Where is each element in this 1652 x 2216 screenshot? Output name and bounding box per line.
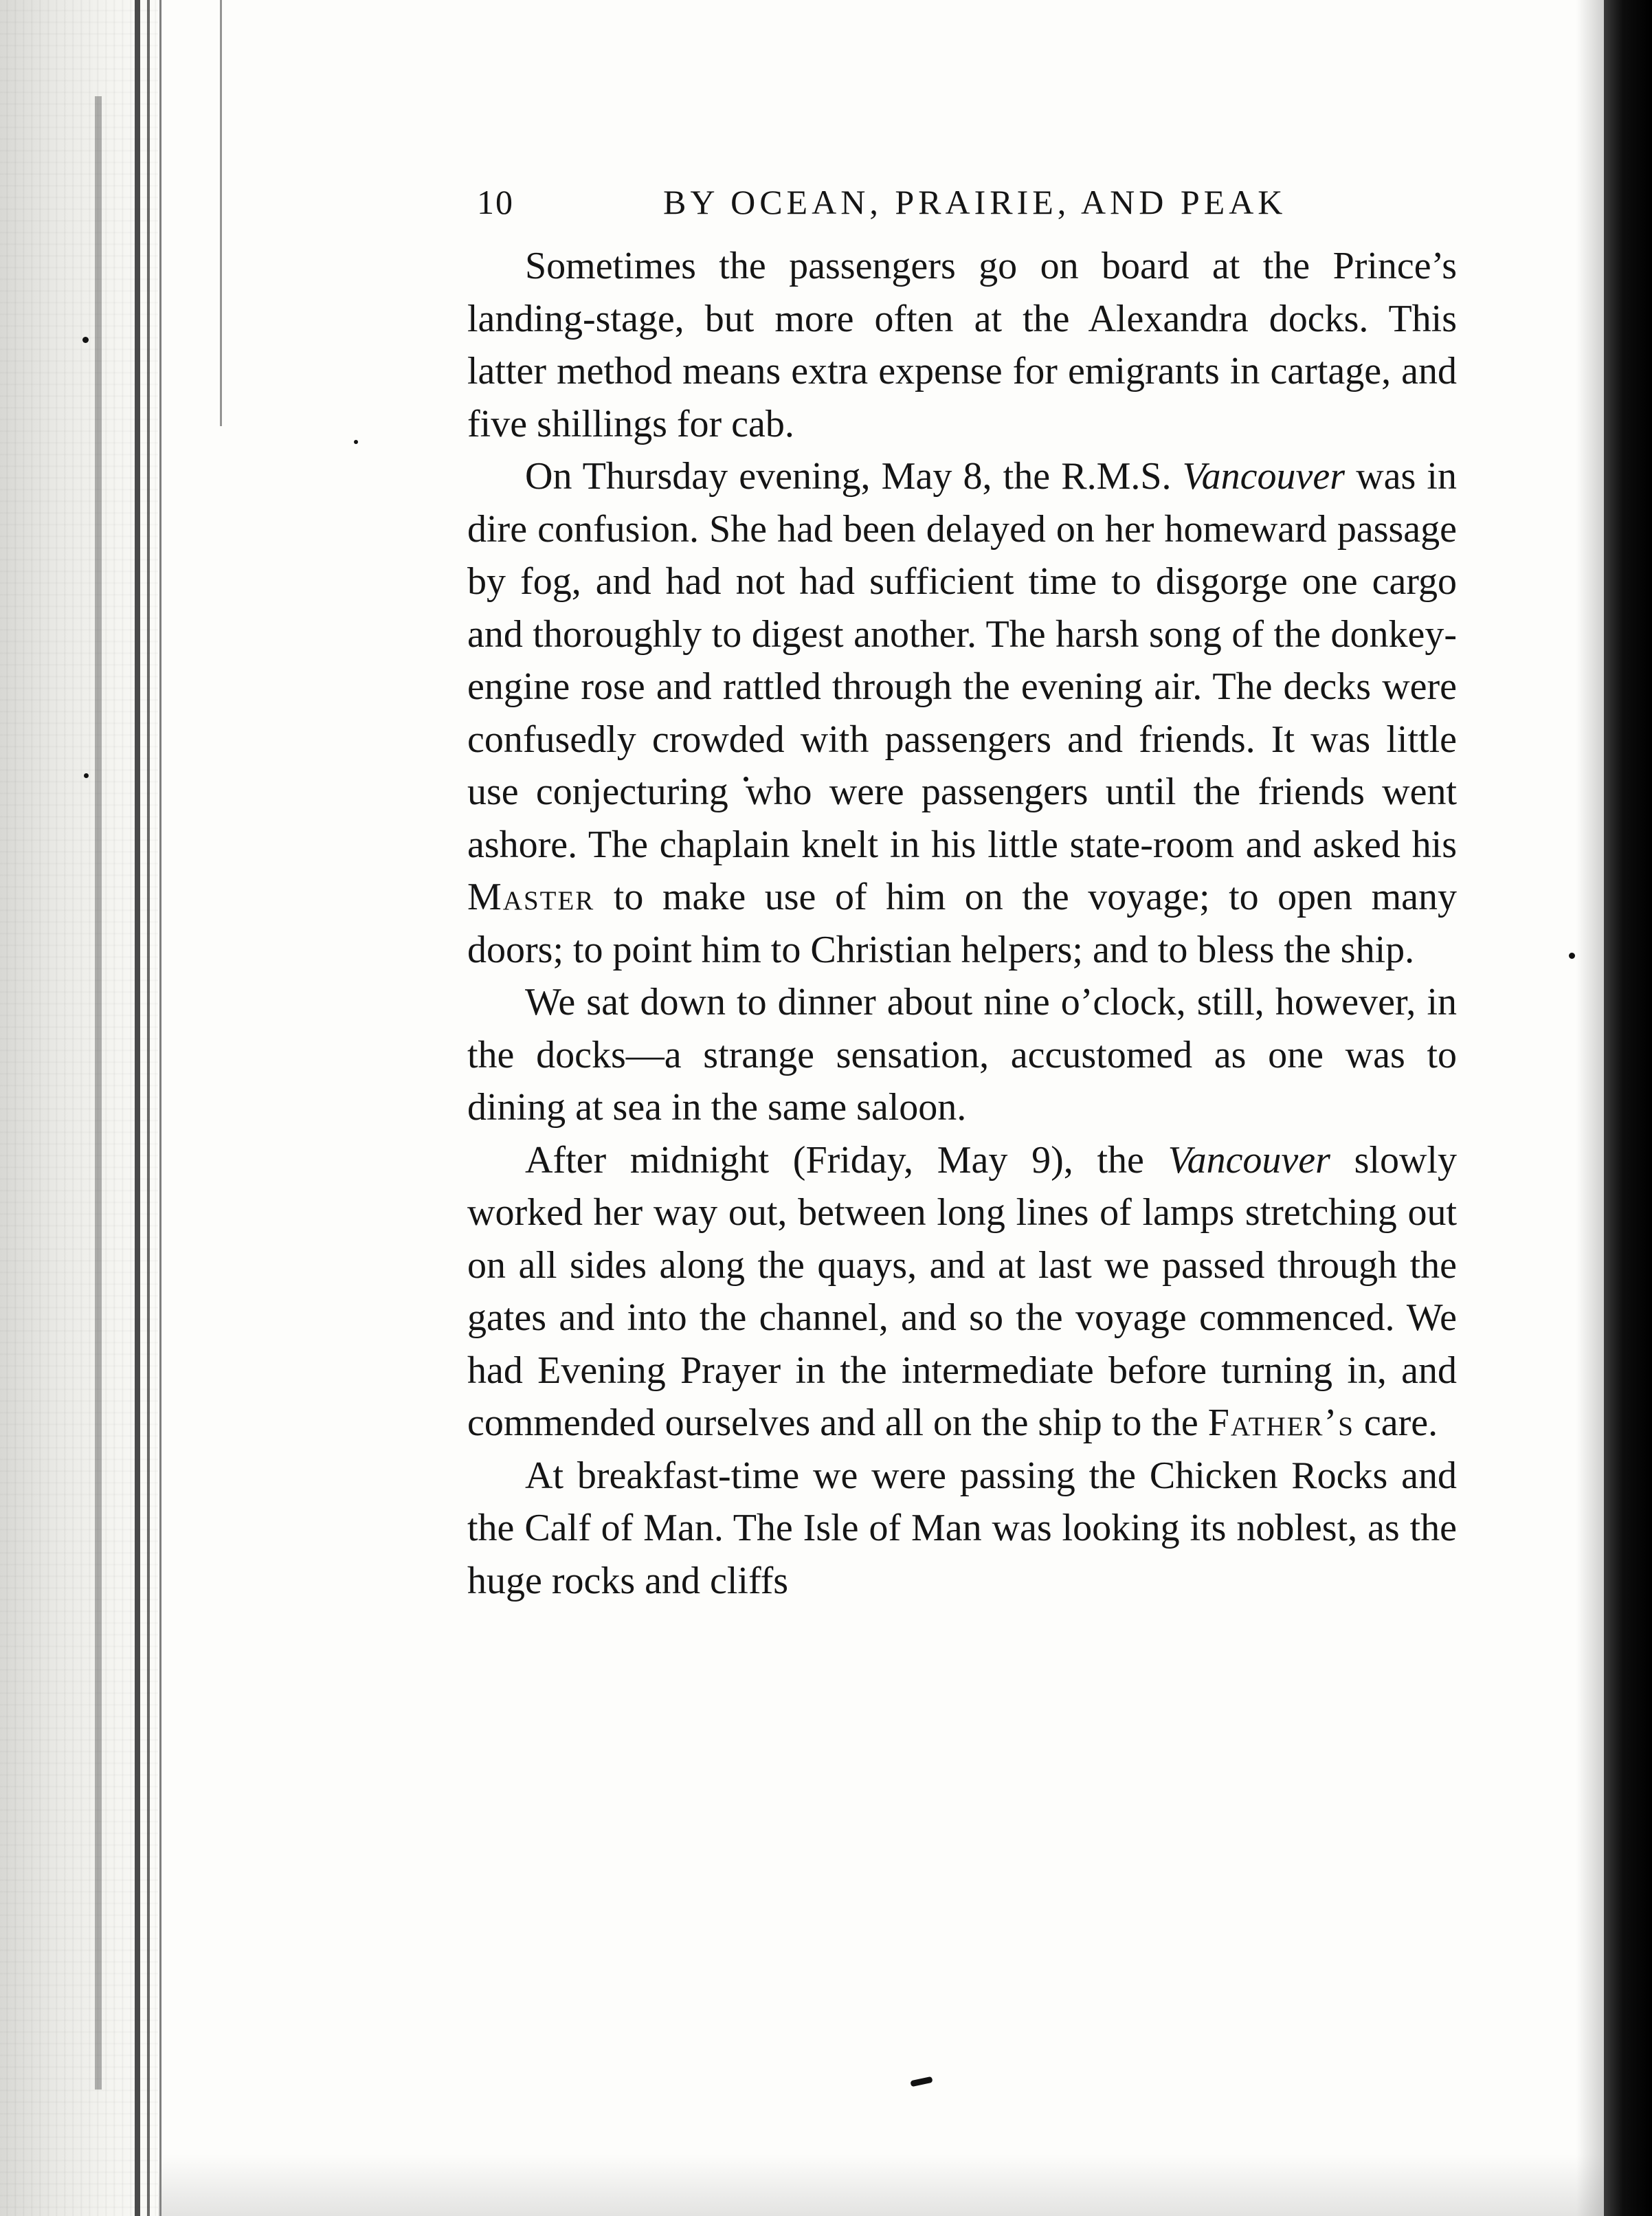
scan-speck [1569,953,1575,959]
text-segment: At breakfast-time we were passing the Chicken Rocks and the Calf of Man. The Isle of Man was looking its noblest, as the huge rocks and cliffs [467,1454,1457,1602]
ink-mark [910,2076,933,2087]
running-title: BY OCEAN, PRAIRIE, AND PEAK [663,183,1287,221]
text-segment: Sometimes the passengers go on board at the Prince’s landing-stage, but more often at the Alexandra docks. This latter method means extra expense for emigrants in cartage, and five shillings for cab. [467,245,1457,445]
page-edge-line [135,0,140,2216]
page-edge-line [159,0,161,2216]
page-shadow-bottom [158,2154,1604,2216]
scan-speck [354,440,358,444]
running-head [467,175,1457,237]
small-caps-text: Master [467,876,595,918]
scan-speck [82,337,89,343]
page-edge-line [147,0,150,2216]
small-caps-text: Father’s [1207,1401,1354,1444]
text-segment: care. [1354,1401,1438,1444]
paragraph [467,240,1457,450]
italic-text: Vancouver [1182,455,1346,498]
text-segment: to make use of him on the voyage; to open many doors; to point him to Christian helpers; and to bless the ship. [467,876,1457,971]
paragraph [467,1134,1457,1450]
page-edge-line [95,96,102,2090]
scan-border-right [1604,0,1652,2216]
page-text-block [467,175,1457,1607]
page-number: 10 [477,183,514,221]
italic-text: Vancouver [1168,1138,1330,1182]
text-segment: slowly worked her way out, between long lines of lamps stretching out on all sides along the quays, and at last we passed through the gates and into the channel, and so the voyage commenced. We had Evening Prayer in the intermediate before turning in, and commended ourselves and all on the ship to the [467,1138,1457,1444]
paragraph [467,1450,1457,1608]
text-segment: was in dire confusion. She had been delayed on her homeward passage by fog, and had not had sufficient time to disgorge one cargo and thoroughly to digest another. The harsh song of the donkey-engine rose and rattled through the evening air. The decks were confusedly crowded with passengers and friends. It was little use conjecturing who were passengers until the friends went ashore. The chaplain knelt in his little state-room and asked his [467,455,1457,866]
paragraph [467,976,1457,1134]
page-shadow [1576,0,1604,2216]
text-segment: On Thursday evening, May 8, the R.M.S. [525,455,1183,498]
scan-speck [84,773,89,778]
paragraph [467,450,1457,976]
text-segment: We sat down to dinner about nine o’clock, still, however, in the docks—a strange sensation, accustomed as one was to dining at sea in the same saloon. [467,981,1457,1129]
body-text [467,240,1457,1607]
text-segment: After midnight (Friday, May 9), the [525,1138,1168,1182]
page-edge-line [220,0,222,426]
